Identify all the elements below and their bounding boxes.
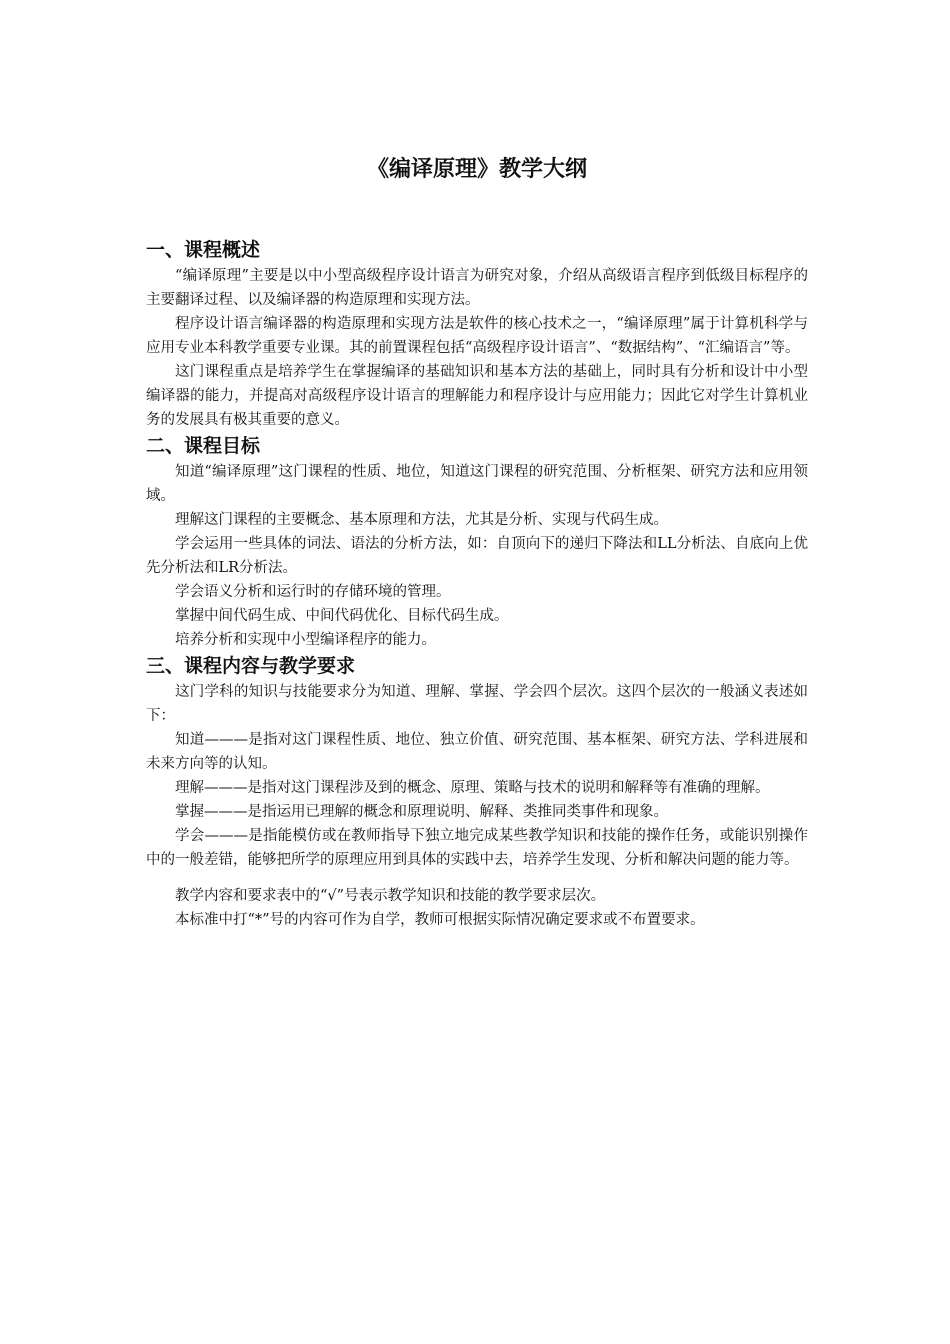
paragraph: 这门课程重点是培养学生在掌握编译的基础知识和基本方法的基础上，同时具有分析和设计中小型编译器的能力，并提高对高级程序设计语言的理解能力和程序设计与应用能力；因此它对学生计算机业务的发展具有极其重要的意义。 bbox=[146, 364, 808, 428]
paragraph: 掌握———是指运用已理解的概念和原理说明、解释、类推同类事件和现象。 bbox=[175, 804, 668, 820]
section-heading: 三、课程内容与教学要求 bbox=[146, 655, 356, 677]
paragraph: 理解这门课程的主要概念、基本原理和方法，尤其是分析、实现与代码生成。 bbox=[175, 512, 668, 528]
paragraph: 掌握中间代码生成、中间代码优化、目标代码生成。 bbox=[175, 608, 509, 624]
paragraph: 理解———是指对这门课程涉及到的概念、原理、策略与技术的说明和解释等有准确的理解。 bbox=[175, 780, 770, 796]
section-content-requirements bbox=[146, 652, 808, 932]
paragraph: 本标准中打“*”号的内容可作为自学，教师可根据实际情况确定要求或不布置要求。 bbox=[175, 912, 705, 928]
paragraph: 学会———是指能模仿或在教师指导下独立地完成某些教学知识和技能的操作任务，或能识别操作中的一般差错，能够把所学的原理应用到具体的实践中去，培养学生发现、分析和解决问题的能力等。 bbox=[146, 828, 808, 868]
document-body bbox=[146, 236, 808, 932]
paragraph: 这门学科的知识与技能要求分为知道、理解、掌握、学会四个层次。这四个层次的一般涵义表述如下： bbox=[146, 684, 808, 724]
paragraph: 培养分析和实现中小型编译程序的能力。 bbox=[175, 632, 436, 648]
paragraph: 教学内容和要求表中的“√”号表示教学知识和技能的教学要求层次。 bbox=[175, 888, 606, 904]
paragraph: 学会语义分析和运行时的存储环境的管理。 bbox=[175, 584, 451, 600]
paragraph: “编译原理”主要是以中小型高级程序设计语言为研究对象，介绍从高级语言程序到低级目标程序的主要翻译过程、以及编译器的构造原理和实现方法。 bbox=[146, 268, 808, 308]
document-title: 《编译原理》教学大纲 bbox=[366, 157, 587, 182]
section-overview bbox=[146, 236, 808, 432]
paragraph: 学会运用一些具体的词法、语法的分析方法，如：自顶向下的递归下降法和LL分析法、自底向上优先分析法和LR分析法。 bbox=[146, 536, 808, 576]
paragraph-spacer bbox=[146, 872, 808, 884]
paragraph: 知道“编译原理”这门课程的性质、地位，知道这门课程的研究范围、分析框架、研究方法和应用领域。 bbox=[146, 464, 808, 504]
section-heading: 一、课程概述 bbox=[146, 239, 261, 261]
paragraph: 知道———是指对这门课程性质、地位、独立价值、研究范围、基本框架、研究方法、学科进展和未来方向等的认知。 bbox=[146, 732, 808, 772]
section-objectives bbox=[146, 432, 808, 652]
paragraph: 程序设计语言编译器的构造原理和实现方法是软件的核心技术之一，“编译原理”属于计算机科学与应用专业本科教学重要专业课。其的前置课程包括“高级程序设计语言”、“数据结构”、“汇编语言”等。 bbox=[146, 316, 808, 356]
section-heading: 二、课程目标 bbox=[146, 435, 261, 457]
